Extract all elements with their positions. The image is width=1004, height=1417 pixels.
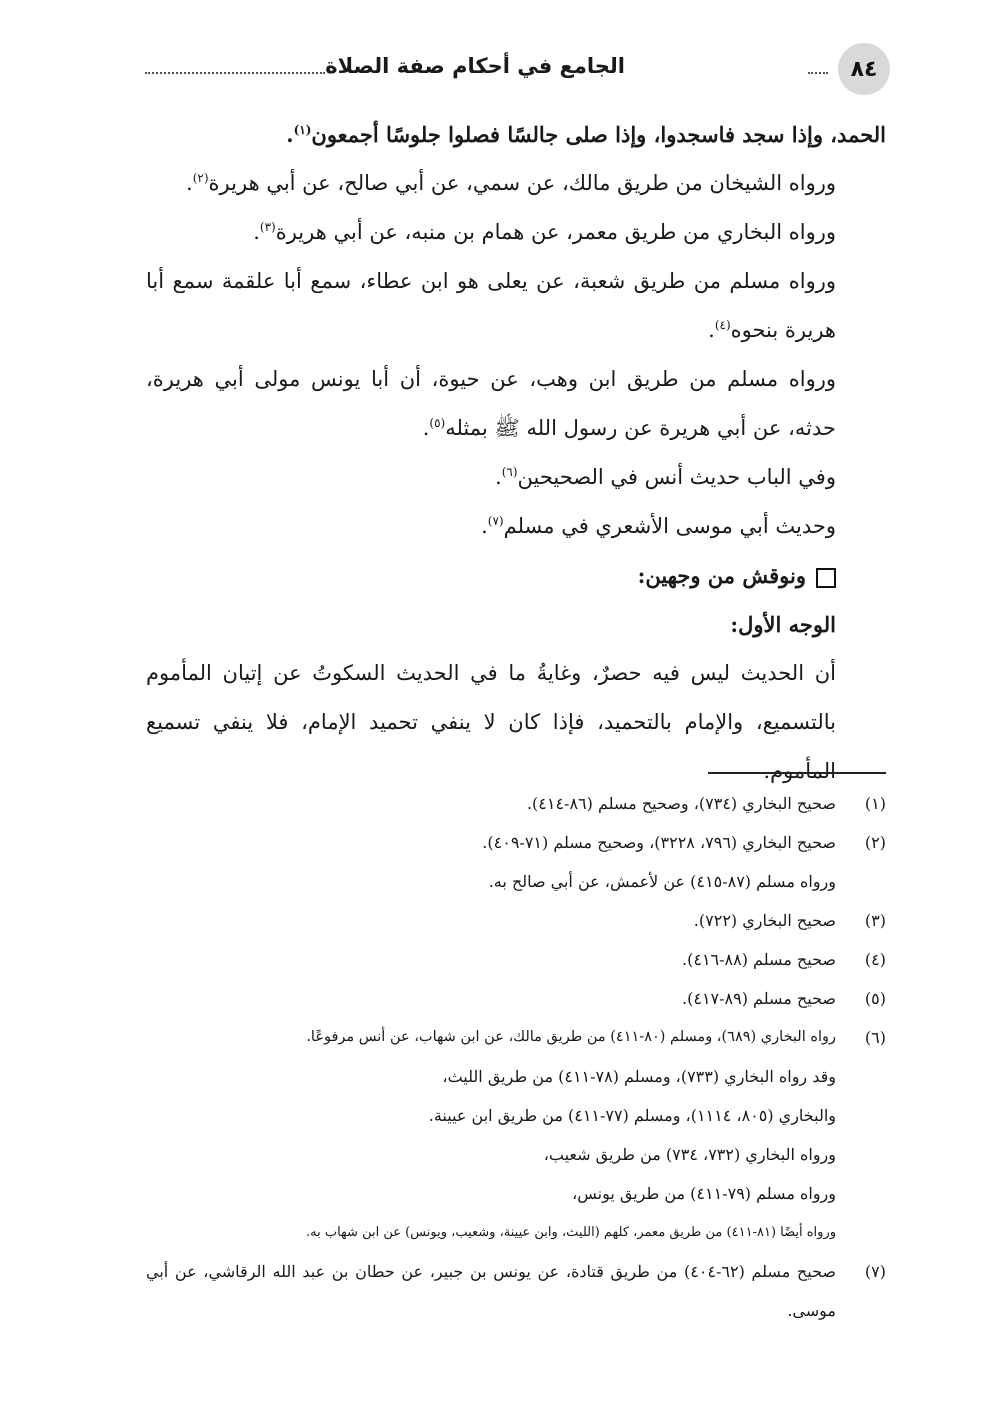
footnote-3	[146, 901, 886, 940]
footnote-number: (٤)	[864, 950, 886, 969]
footnote-number: (٢)	[864, 833, 886, 852]
subheading-first-aspect: الوجه الأول:	[730, 612, 836, 637]
running-header	[145, 40, 890, 98]
footnote-ref-5[interactable]: (٥)	[429, 416, 446, 430]
footnote-line: ورواه البخاري (٧٣٢، ٧٣٤) من طريق شعيب،	[543, 1145, 836, 1164]
footnote-number: (٥)	[864, 989, 886, 1008]
paragraph-4: ورواه مسلم من طريق شعبة، عن يعلى هو ابن عطاء، سمع أبا علقمة سمع أبا هريرة بنحوه$^{(٤)}$.	[146, 269, 836, 342]
footnote-line: والبخاري (٨٠٥، ١١١٤)، ومسلم (٧٧-٤١١) من طريق ابن عيينة.	[428, 1106, 836, 1125]
paragraph-1: الحمد، وإذا سجد فاسجدوا، وإذا صلى جالسًا فصلوا جلوسًا أجمعون$^{(١)}$.	[286, 122, 886, 147]
main-text	[146, 110, 886, 796]
footnote-6	[146, 1018, 886, 1252]
footnote-number: (٦)	[864, 1028, 886, 1047]
footnote-line: ورواه مسلم (٨٧-٤١٥) عن لأعمش، عن أبي صالح به.	[488, 872, 836, 891]
paragraph-3: ورواه البخاري من طريق معمر، عن همام بن منبه، عن أبي هريرة$^{(٣)}$.	[253, 220, 836, 244]
footnote-line: ورواه مسلم (٧٩-٤١١) من طريق يونس،	[572, 1184, 836, 1203]
footnote-ref-2[interactable]: (٢)	[192, 171, 209, 185]
paragraph-6: وفي الباب حديث أنس في الصحيحين$^{(٦)}$.	[495, 465, 836, 489]
paragraph-7: وحديث أبي موسى الأشعري في مسلم$^{(٧)}$.	[481, 514, 836, 538]
footnote-line: رواه البخاري (٦٨٩)، ومسلم (٨٠-٤١١) من طريق مالك، عن ابن شهاب، عن أنس مرفوعًا.	[306, 1029, 836, 1045]
footnote-line: صحيح مسلم (٦٢-٤٠٤) من طريق قتادة، عن يونس بن جبير، عن حطان بن عبد الله الرقاشي، عن أبي موسى.	[146, 1262, 836, 1320]
footnote-line: صحيح البخاري (٧٣٤)، وصحيح مسلم (٨٦-٤١٤).	[526, 794, 836, 813]
footnote-ref-4[interactable]: (٤)	[714, 318, 731, 332]
header-dots-left	[145, 72, 325, 74]
footnote-ref-1[interactable]: (١)	[293, 123, 312, 137]
footnote-4	[146, 940, 886, 979]
checkbox-square-icon	[816, 568, 836, 588]
footnote-line: صحيح البخاري (٧٢٢).	[693, 911, 836, 930]
book-title: الجامع في أحكام صفة الصلاة	[325, 54, 625, 78]
paragraph-8: أن الحديث ليس فيه حصرٌ، وغايةُ ما في الحديث السكوتُ عن إتيان المأموم بالتسميع، والإمام بالتحميد، فإذا كان لا ينفي تحميد الإمام، فلا ينفي تسميع المأموم.	[146, 661, 836, 783]
header-dots-right	[808, 72, 828, 74]
footnote-separator	[708, 772, 886, 774]
page-number-badge: ٨٤	[838, 43, 890, 95]
footnote-number: (٣)	[864, 911, 886, 930]
footnote-5	[146, 979, 886, 1018]
footnote-ref-6[interactable]: (٦)	[501, 465, 518, 479]
footnotes	[146, 784, 886, 1330]
footnote-number: (١)	[864, 794, 886, 813]
footnote-2	[146, 823, 886, 901]
footnote-line: صحيح مسلم (٨٩-٤١٧).	[682, 989, 836, 1008]
footnote-ref-3[interactable]: (٣)	[259, 220, 276, 234]
footnote-line: ورواه أيضًا (٨١-٤١١) من طريق معمر، كلهم (الليث، وابن عيينة، وشعيب، ويونس) عن ابن شهاب به.	[306, 1225, 836, 1240]
footnote-ref-7[interactable]: (٧)	[487, 514, 504, 528]
paragraph-5: ورواه مسلم من طريق ابن وهب، عن حيوة، أن أبا يونس مولى أبي هريرة، حدثه، عن أبي هريرة عن رسول الله ﷺ بمثله$^{(٥)}$.	[146, 367, 836, 440]
footnote-line: صحيح مسلم (٨٨-٤١٦).	[682, 950, 836, 969]
section-heading-box: ونوقش من وجهين:	[146, 551, 886, 600]
footnote-line: وقد رواه البخاري (٧٣٣)، ومسلم (٧٨-٤١١) من طريق الليث،	[442, 1067, 836, 1086]
footnote-7	[146, 1252, 886, 1330]
footnote-line: صحيح البخاري (٧٩٦، ٣٢٢٨)، وصحيح مسلم (٧١-٤٠٩).	[482, 833, 836, 852]
paragraph-2: ورواه الشيخان من طريق مالك، عن سمي، عن أبي صالح، عن أبي هريرة$^{(٢)}$.	[186, 171, 836, 195]
footnote-1	[146, 784, 886, 823]
footnote-number: (٧)	[864, 1262, 886, 1281]
